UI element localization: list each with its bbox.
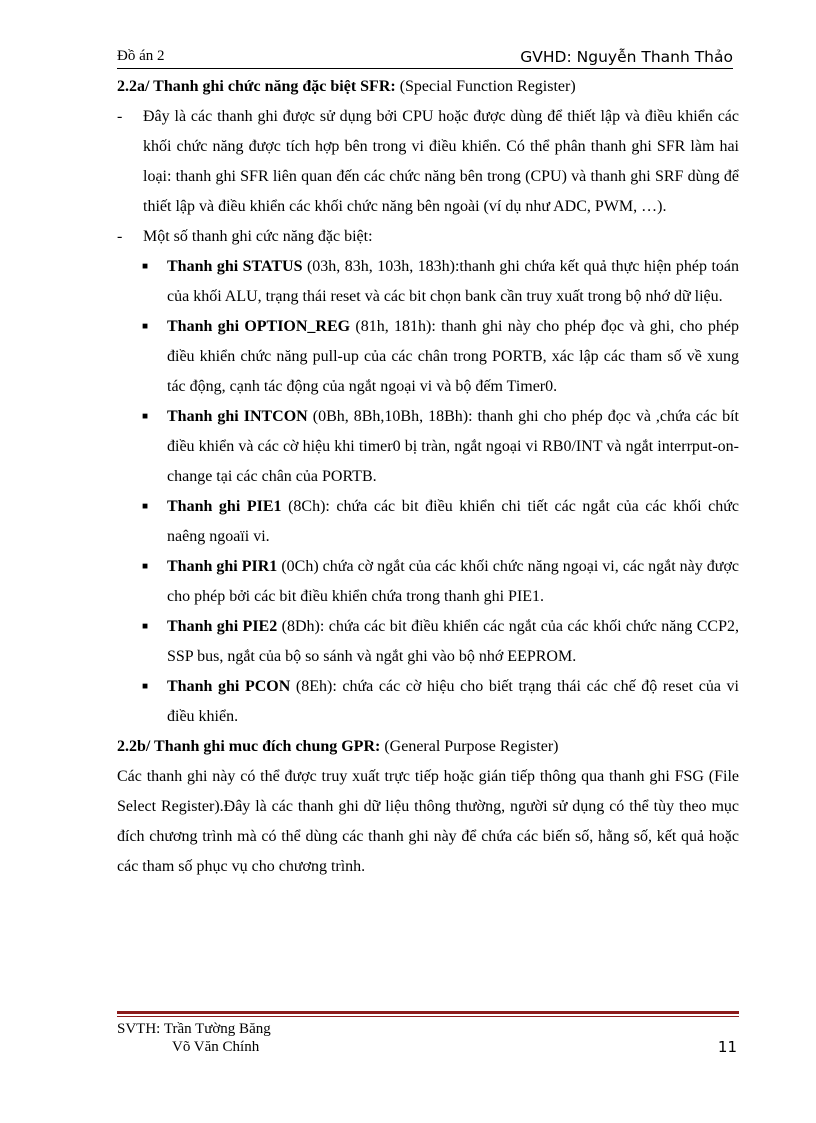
header-supervisor: GVHD: Nguyễn Thanh Thảo bbox=[520, 48, 733, 66]
register-name: Thanh ghi PIE2 bbox=[167, 618, 278, 635]
section-b-title-tail: (General Purpose Register) bbox=[380, 738, 559, 755]
section-a-title: 2.2a/ Thanh ghi chức năng đặc biệt SFR: bbox=[117, 78, 396, 95]
register-desc: (03h, 83h, 103h, 183h):thanh ghi chứa kết quả thực hiện phép toán của khối ALU, trạng thái reset và các bit chọn bank cần truy xuất trong bộ nhớ dữ liệu. bbox=[167, 258, 739, 305]
dash-paragraph-2 bbox=[117, 222, 739, 252]
register-name: Thanh ghi PIE1 bbox=[167, 498, 282, 515]
square-bullet-icon: ■ bbox=[142, 411, 149, 422]
list-item bbox=[117, 402, 739, 492]
register-list bbox=[117, 252, 739, 732]
square-bullet-icon: ■ bbox=[142, 561, 149, 572]
list-item bbox=[117, 312, 739, 402]
register-desc: (8Dh): chứa các bit điều khiển các ngắt của các khối chức năng CCP2, SSP bus, ngắt của bộ so sánh và ngắt ghi vào bộ nhớ EEPROM. bbox=[167, 618, 739, 665]
register-name: Thanh ghi OPTION_REG bbox=[167, 318, 351, 335]
square-bullet-icon: ■ bbox=[142, 621, 149, 632]
dash-text-2: Một số thanh ghi cức năng đặc biệt: bbox=[143, 228, 373, 245]
square-bullet-icon: ■ bbox=[142, 501, 149, 512]
footer-student-1: SVTH: Trần Tường Băng bbox=[117, 1021, 271, 1037]
section-a-heading bbox=[117, 72, 739, 102]
section-a-title-tail: (Special Function Register) bbox=[395, 78, 576, 95]
section-b-heading bbox=[117, 732, 739, 762]
register-desc: (0Bh, 8Bh,10Bh, 18Bh): thanh ghi cho phép đọc và ,chứa các bít điều khiển và các cờ hiệu khi timer0 bị tràn, ngắt ngoại vi RB0/INT và ngắt interrput-on-change tại các chân của PORTB. bbox=[167, 408, 740, 485]
dash-paragraph-1 bbox=[117, 102, 739, 222]
dash-marker: - bbox=[117, 108, 123, 125]
register-desc: (8Ch): chứa các bit điều khiển chi tiết các ngắt của các khối chức naêng ngoaïi vi. bbox=[167, 498, 739, 545]
page-body bbox=[117, 72, 739, 882]
page-footer bbox=[117, 1020, 739, 1056]
square-bullet-icon: ■ bbox=[142, 321, 149, 332]
list-item bbox=[117, 552, 739, 612]
footer-divider-thin bbox=[117, 1016, 739, 1017]
list-item bbox=[117, 492, 739, 552]
footer-student-2: Võ Văn Chính bbox=[172, 1039, 260, 1055]
dash-marker: - bbox=[117, 228, 123, 245]
list-item bbox=[117, 252, 739, 312]
dash-text-1: Đây là các thanh ghi được sử dụng bởi CPU hoặc được dùng để thiết lập và điều khiển các khối chức năng được tích hợp bên trong vi điều khiển. Có thể phân thanh ghi SFR làm hai loại: thanh ghi SFR liên quan đến các chức năng bên trong (CPU) và thanh ghi SRF dùng để thiết lập và điều khiển các khối chức năng bên ngoài (ví dụ như ADC, PWM, …). bbox=[143, 108, 739, 215]
list-item bbox=[117, 672, 739, 732]
list-item bbox=[117, 612, 739, 672]
register-desc: (0Ch) chứa cờ ngắt của các khối chức năng ngoại vi, các ngắt này được cho phép bởi các bit điều khiển chứa trong thanh ghi PIE1. bbox=[167, 558, 740, 605]
register-name: Thanh ghi INTCON bbox=[167, 408, 308, 425]
header-course: Đồ án 2 bbox=[117, 48, 165, 64]
register-desc: (8Eh): chứa các cờ hiệu cho biết trạng thái các chế độ reset của vi điều khiển. bbox=[167, 678, 740, 725]
header-divider bbox=[117, 68, 733, 69]
page-number: 11 bbox=[717, 1038, 737, 1056]
register-name: Thanh ghi STATUS bbox=[167, 258, 303, 275]
square-bullet-icon: ■ bbox=[142, 261, 149, 272]
footer-divider-thick bbox=[117, 1011, 739, 1014]
register-name: Thanh ghi PIR1 bbox=[167, 558, 278, 575]
section-b-title: 2.2b/ Thanh ghi muc đích chung GPR: bbox=[117, 738, 381, 755]
register-desc: (81h, 181h): thanh ghi này cho phép đọc và ghi, cho phép điều khiển chức năng pull-up của các chân trong PORTB, xác lập các tham số về xung tác động, cạnh tác động của ngắt ngoại vi và bộ đếm Timer0. bbox=[167, 318, 740, 395]
register-name: Thanh ghi PCON bbox=[167, 678, 291, 695]
section-b-body: Các thanh ghi này có thể được truy xuất trực tiếp hoặc gián tiếp thông qua thanh ghi FSG (File Select Register).Đây là các thanh ghi dữ liệu thông thường, người sử dụng có thể tùy theo mục đích chương trình mà có thể dùng các thanh ghi này để chứa các biến số, hằng số, kết quả hoặc các tham số phục vụ cho chương trình. bbox=[117, 768, 739, 875]
square-bullet-icon: ■ bbox=[142, 681, 149, 692]
page-header bbox=[117, 48, 733, 68]
